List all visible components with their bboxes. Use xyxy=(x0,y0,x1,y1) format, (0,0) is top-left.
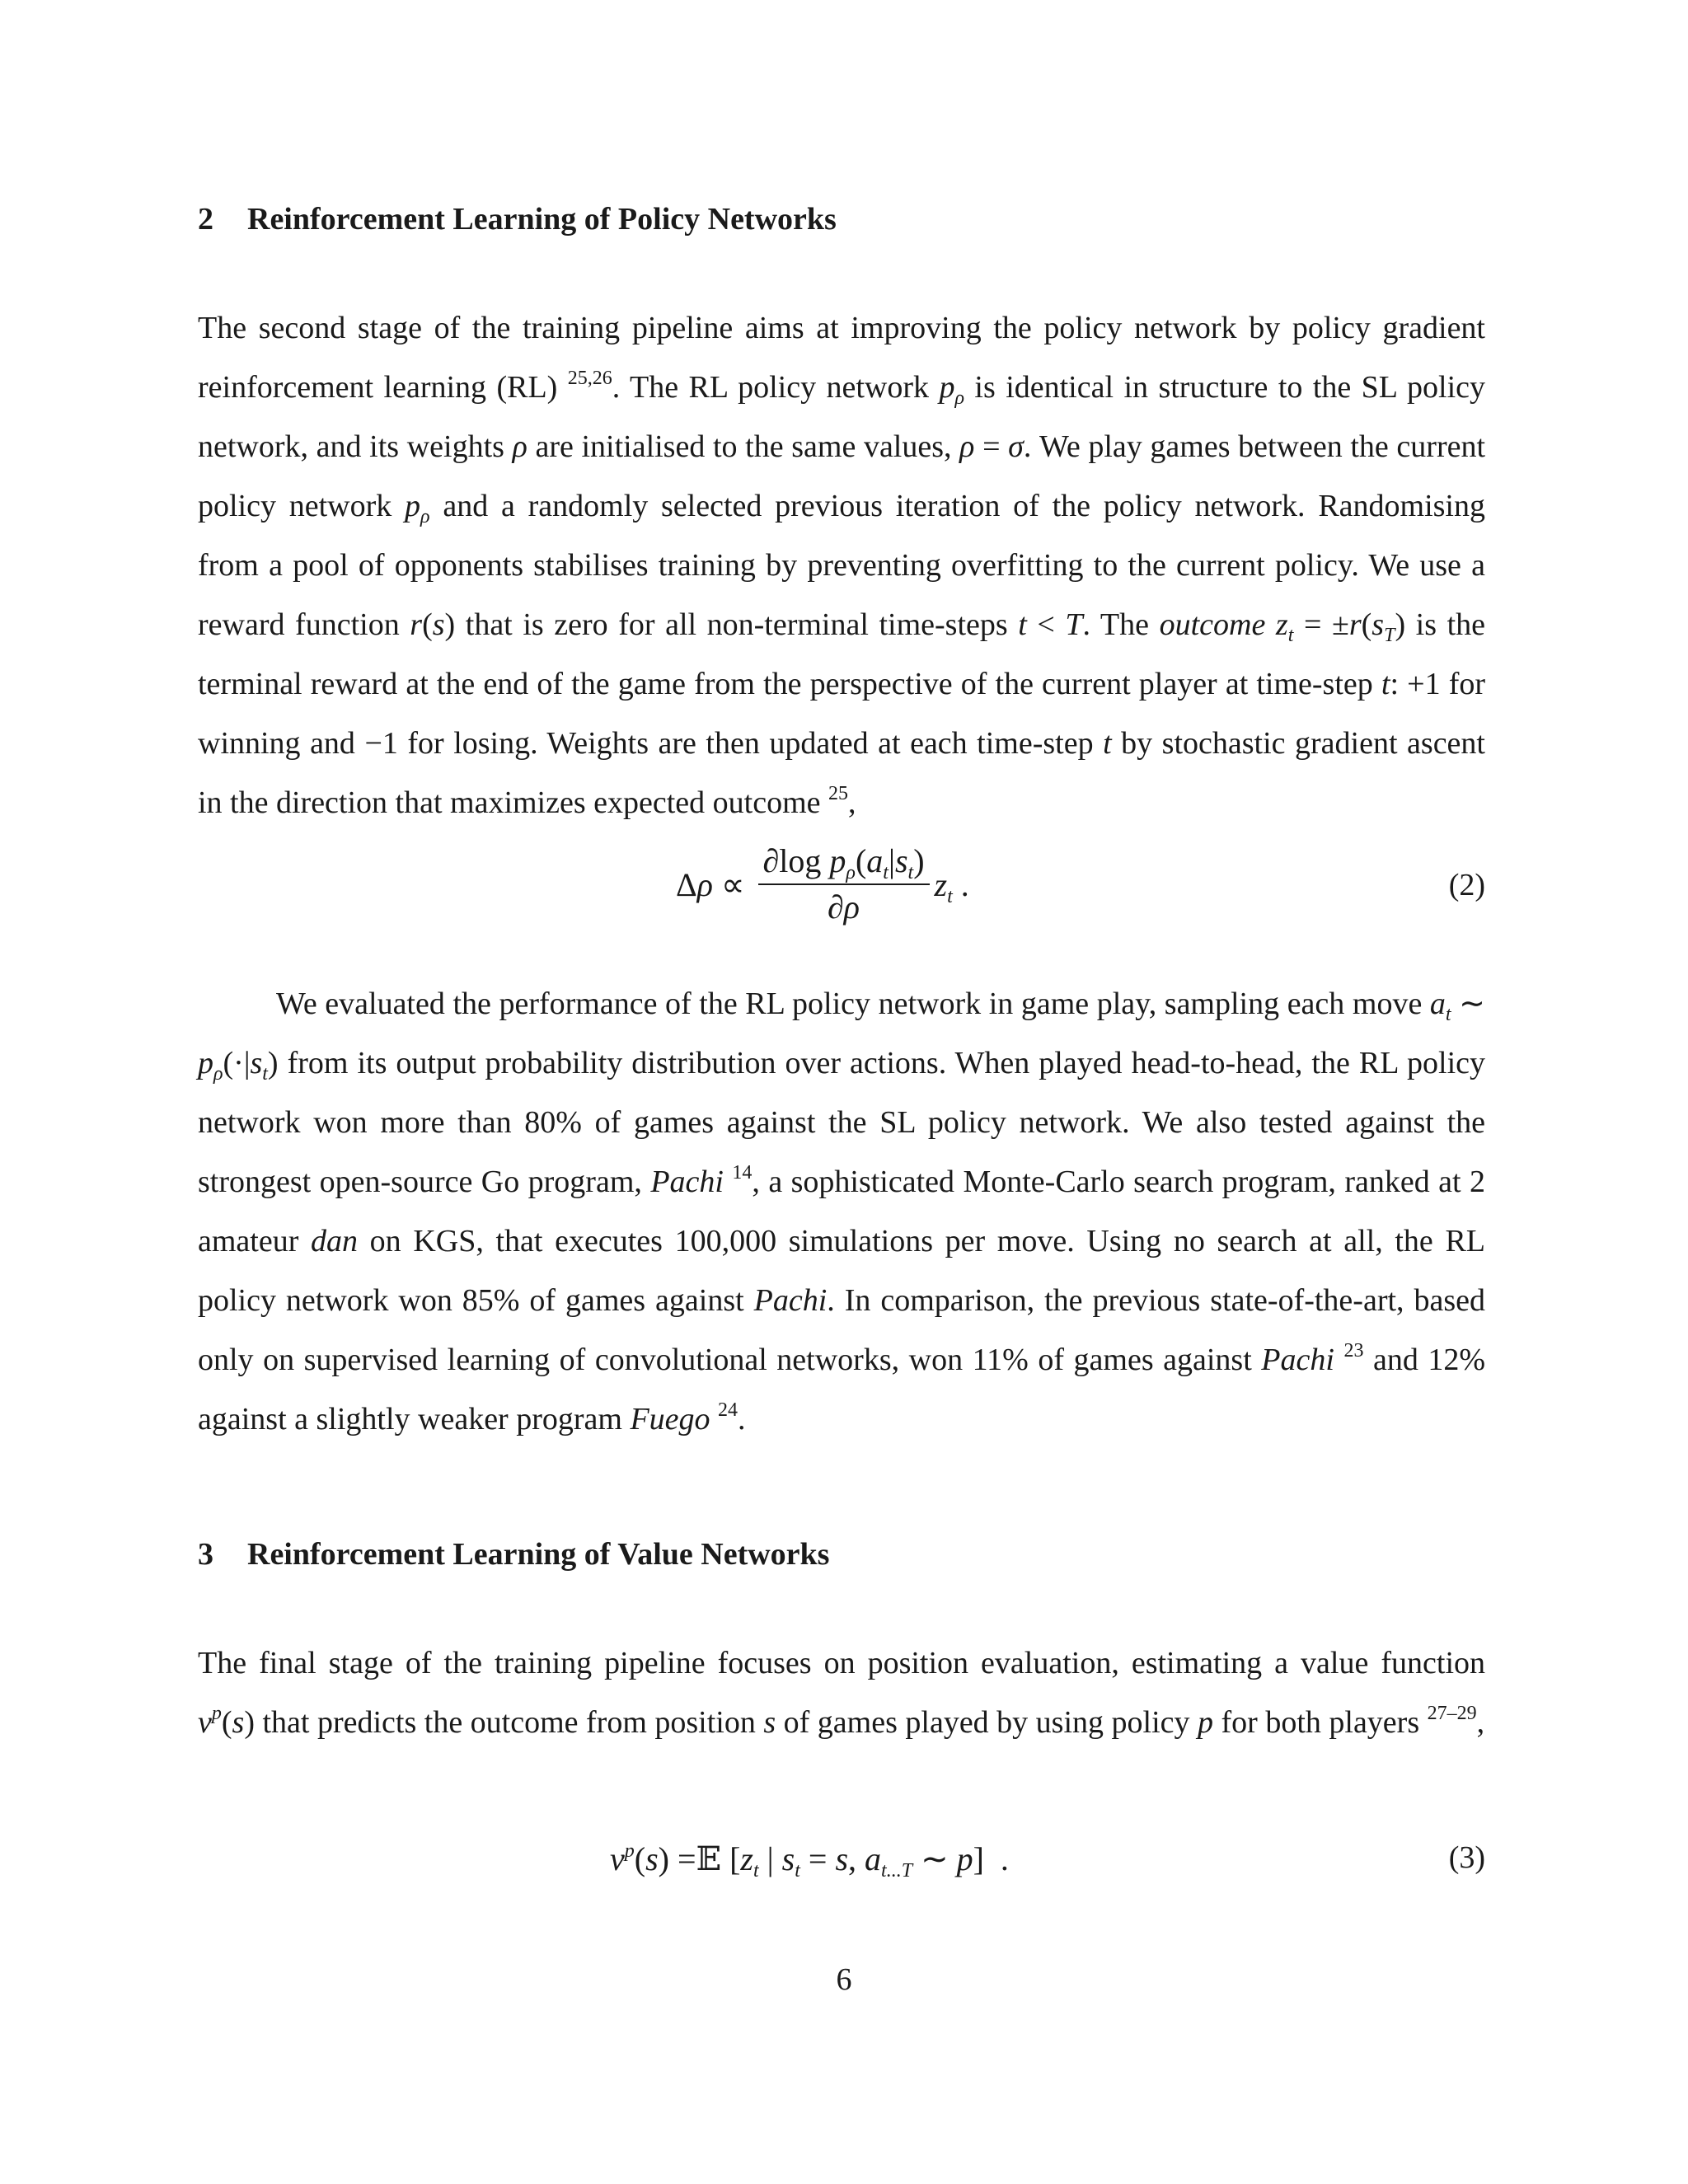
section-number: 3 xyxy=(198,1537,213,1572)
section-3-heading xyxy=(198,1535,829,1574)
paragraph-value-network: The final stage of the training pipeline focuses on position evaluation, estimating a value function $v^p(s)$ that predicts the outcome from position s of games played by using policy p for both players $^{27-29}$, xyxy=(198,1646,1485,1740)
citation: 25 xyxy=(828,783,849,804)
equation-2 xyxy=(198,842,1485,933)
page-number: 6 xyxy=(836,1962,852,1997)
section-number: 2 xyxy=(198,202,213,237)
paragraph-rl-policy: The second stage of the training pipeline aims at improving the policy network by policy gradient reinforcement learning (RL) $^{25,26}$. The RL policy network $p_\rho$ is identical in structure to the SL policy network, and its weights ρ are initialised to the same values, ρ = σ. We play games between the current policy network $p_\rho$ and a randomly selected previous iteration of the policy network. Randomising from a pool of opponents stabilises training by preventing overfitting to the current policy. We use a reward function r(s) that is zero for all non-terminal time-steps t < T. The outcome $z_t = \pm r(s_T)$ is the terminal reward at the end of the game from the perspective of the current player at time-step t: +1 for winning and −1 for losing. Weights are then updated at each time-step t by stochastic gradient ascent in the direction that maximizes expected outcome $^{25}$, xyxy=(198,311,1486,820)
equation-body: $v^p$ ( s ) = 𝔼 [ $z_t$ | $s_t$ = s , $a_{t...T}$ ∼ p ] . xyxy=(610,1840,1009,1882)
section-title: Reinforcement Learning of Value Networks xyxy=(247,1537,830,1572)
equation-body: Δ ρ ∝ $\frac{\partial\log p_\rho(a_t|s_t)}{\partial\rho}$ $z_t$ . xyxy=(676,842,969,926)
citation: 27–29 xyxy=(1427,1703,1477,1724)
equation-number: (2) xyxy=(1448,868,1485,902)
citation: 24 xyxy=(718,1399,738,1421)
paragraph-rl-evaluation: We evaluated the performance of the RL policy network in game play, sampling each move $a_t$ ∼ $p_\rho(\cdot|s_t)$ from its output probability distribution over actions. When played head-to-head, the RL policy network won more than 80% of games against the SL policy network. We also tested against the strongest open-source Go program, Pachi $^{14}$, a sophisticated Monte-Carlo search program, ranked at 2 amateur dan on KGS, that executes 100,000 simulations per move. Using no search at all, the RL policy network won 85% of games against Pachi. In comparison, the previous state-of-the-art, based only on supervised learning of convolutional networks, won 11% of games against Pachi $^{23}$ and 12% against a slightly weaker program Fuego $^{24}$. xyxy=(198,987,1486,1436)
section-2-heading xyxy=(198,199,837,239)
section-title: Reinforcement Learning of Policy Networks xyxy=(247,202,837,237)
equation-number: (3) xyxy=(1448,1840,1485,1875)
citation: 14 xyxy=(732,1162,753,1183)
citation: 23 xyxy=(1343,1340,1364,1361)
equation-3 xyxy=(198,1840,1485,1889)
citation: 25,26 xyxy=(567,368,612,389)
